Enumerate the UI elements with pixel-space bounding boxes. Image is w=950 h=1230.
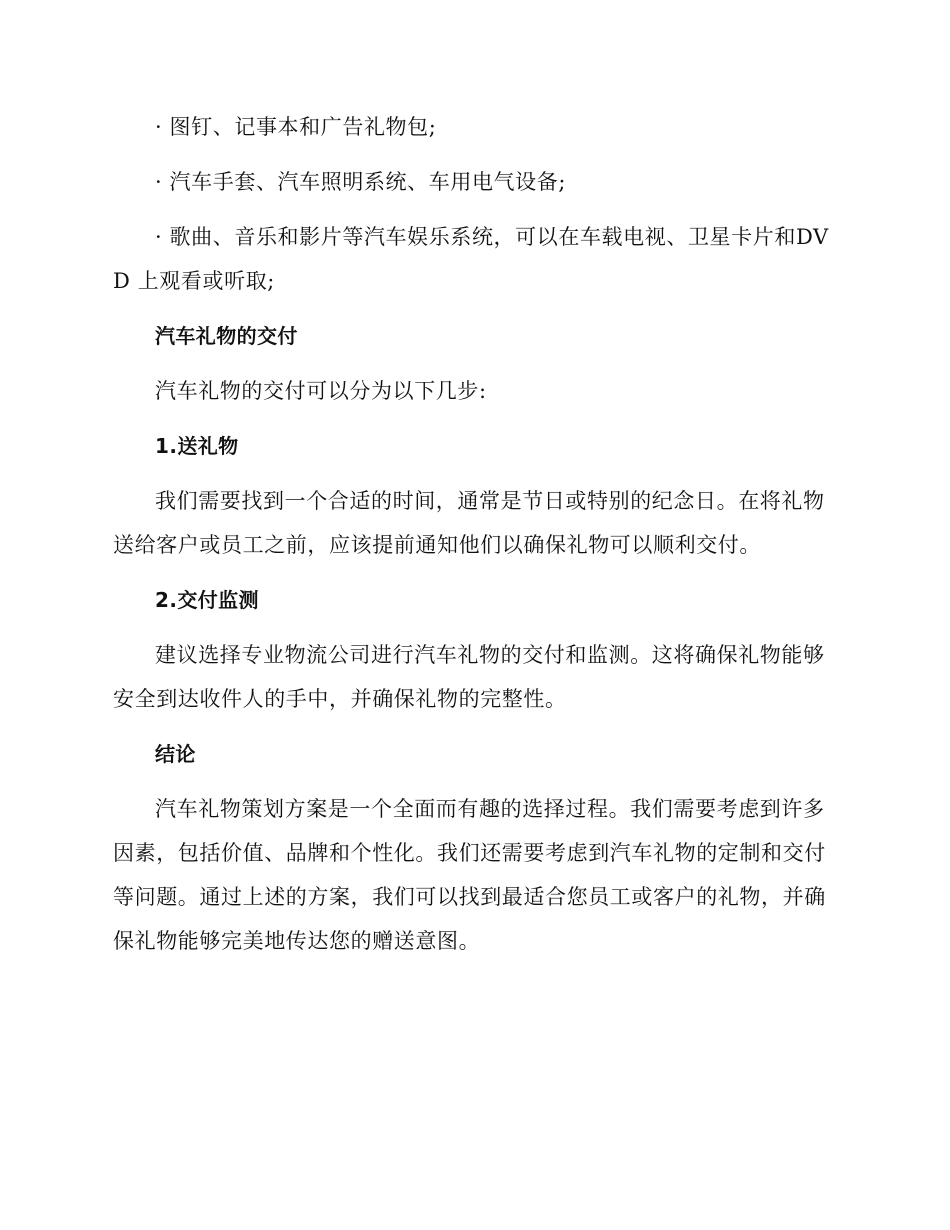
bullet-item-gloves-lighting: · 汽车手套、汽车照明系统、车用电气设备; (155, 170, 567, 194)
step-send-gift-paragraph: 我们需要找到一个合适的时间，通常是节日或特别的纪念日。在将礼物送给客户或员工之前，应该提前通知他们以确保礼物可以顺利交付。 (113, 489, 825, 557)
step-heading-send-gift: 1.送礼物 (155, 434, 239, 458)
delivery-intro-paragraph: 汽车礼物的交付可以分为以下几步: (155, 379, 487, 403)
bullet-item-entertainment: · 歌曲、音乐和影片等汽车娱乐系统，可以在车载电视、卫星卡片和DVD 上观看或听取; (113, 225, 829, 293)
step-heading-delivery-monitoring: 2.交付监测 (155, 588, 259, 612)
section-heading-conclusion: 结论 (155, 742, 196, 766)
section-heading-delivery: 汽车礼物的交付 (155, 324, 298, 348)
step-delivery-monitoring-paragraph: 建议选择专业物流公司进行汽车礼物的交付和监测。这将确保礼物能够安全到达收件人的手中，并确保礼物的完整性。 (113, 643, 825, 711)
conclusion-paragraph: 汽车礼物策划方案是一个全面而有趣的选择过程。我们需要考虑到许多因素，包括价值、品牌和个性化。我们还需要考虑到汽车礼物的定制和交付等问题。通过上述的方案，我们可以找到最适合您员工或客户的礼物，并确保礼物能够完美地传达您的赠送意图。 (113, 797, 826, 953)
document-body (113, 105, 833, 974)
bullet-item-pins-notebooks: · 图钉、记事本和广告礼物包; (155, 115, 437, 139)
